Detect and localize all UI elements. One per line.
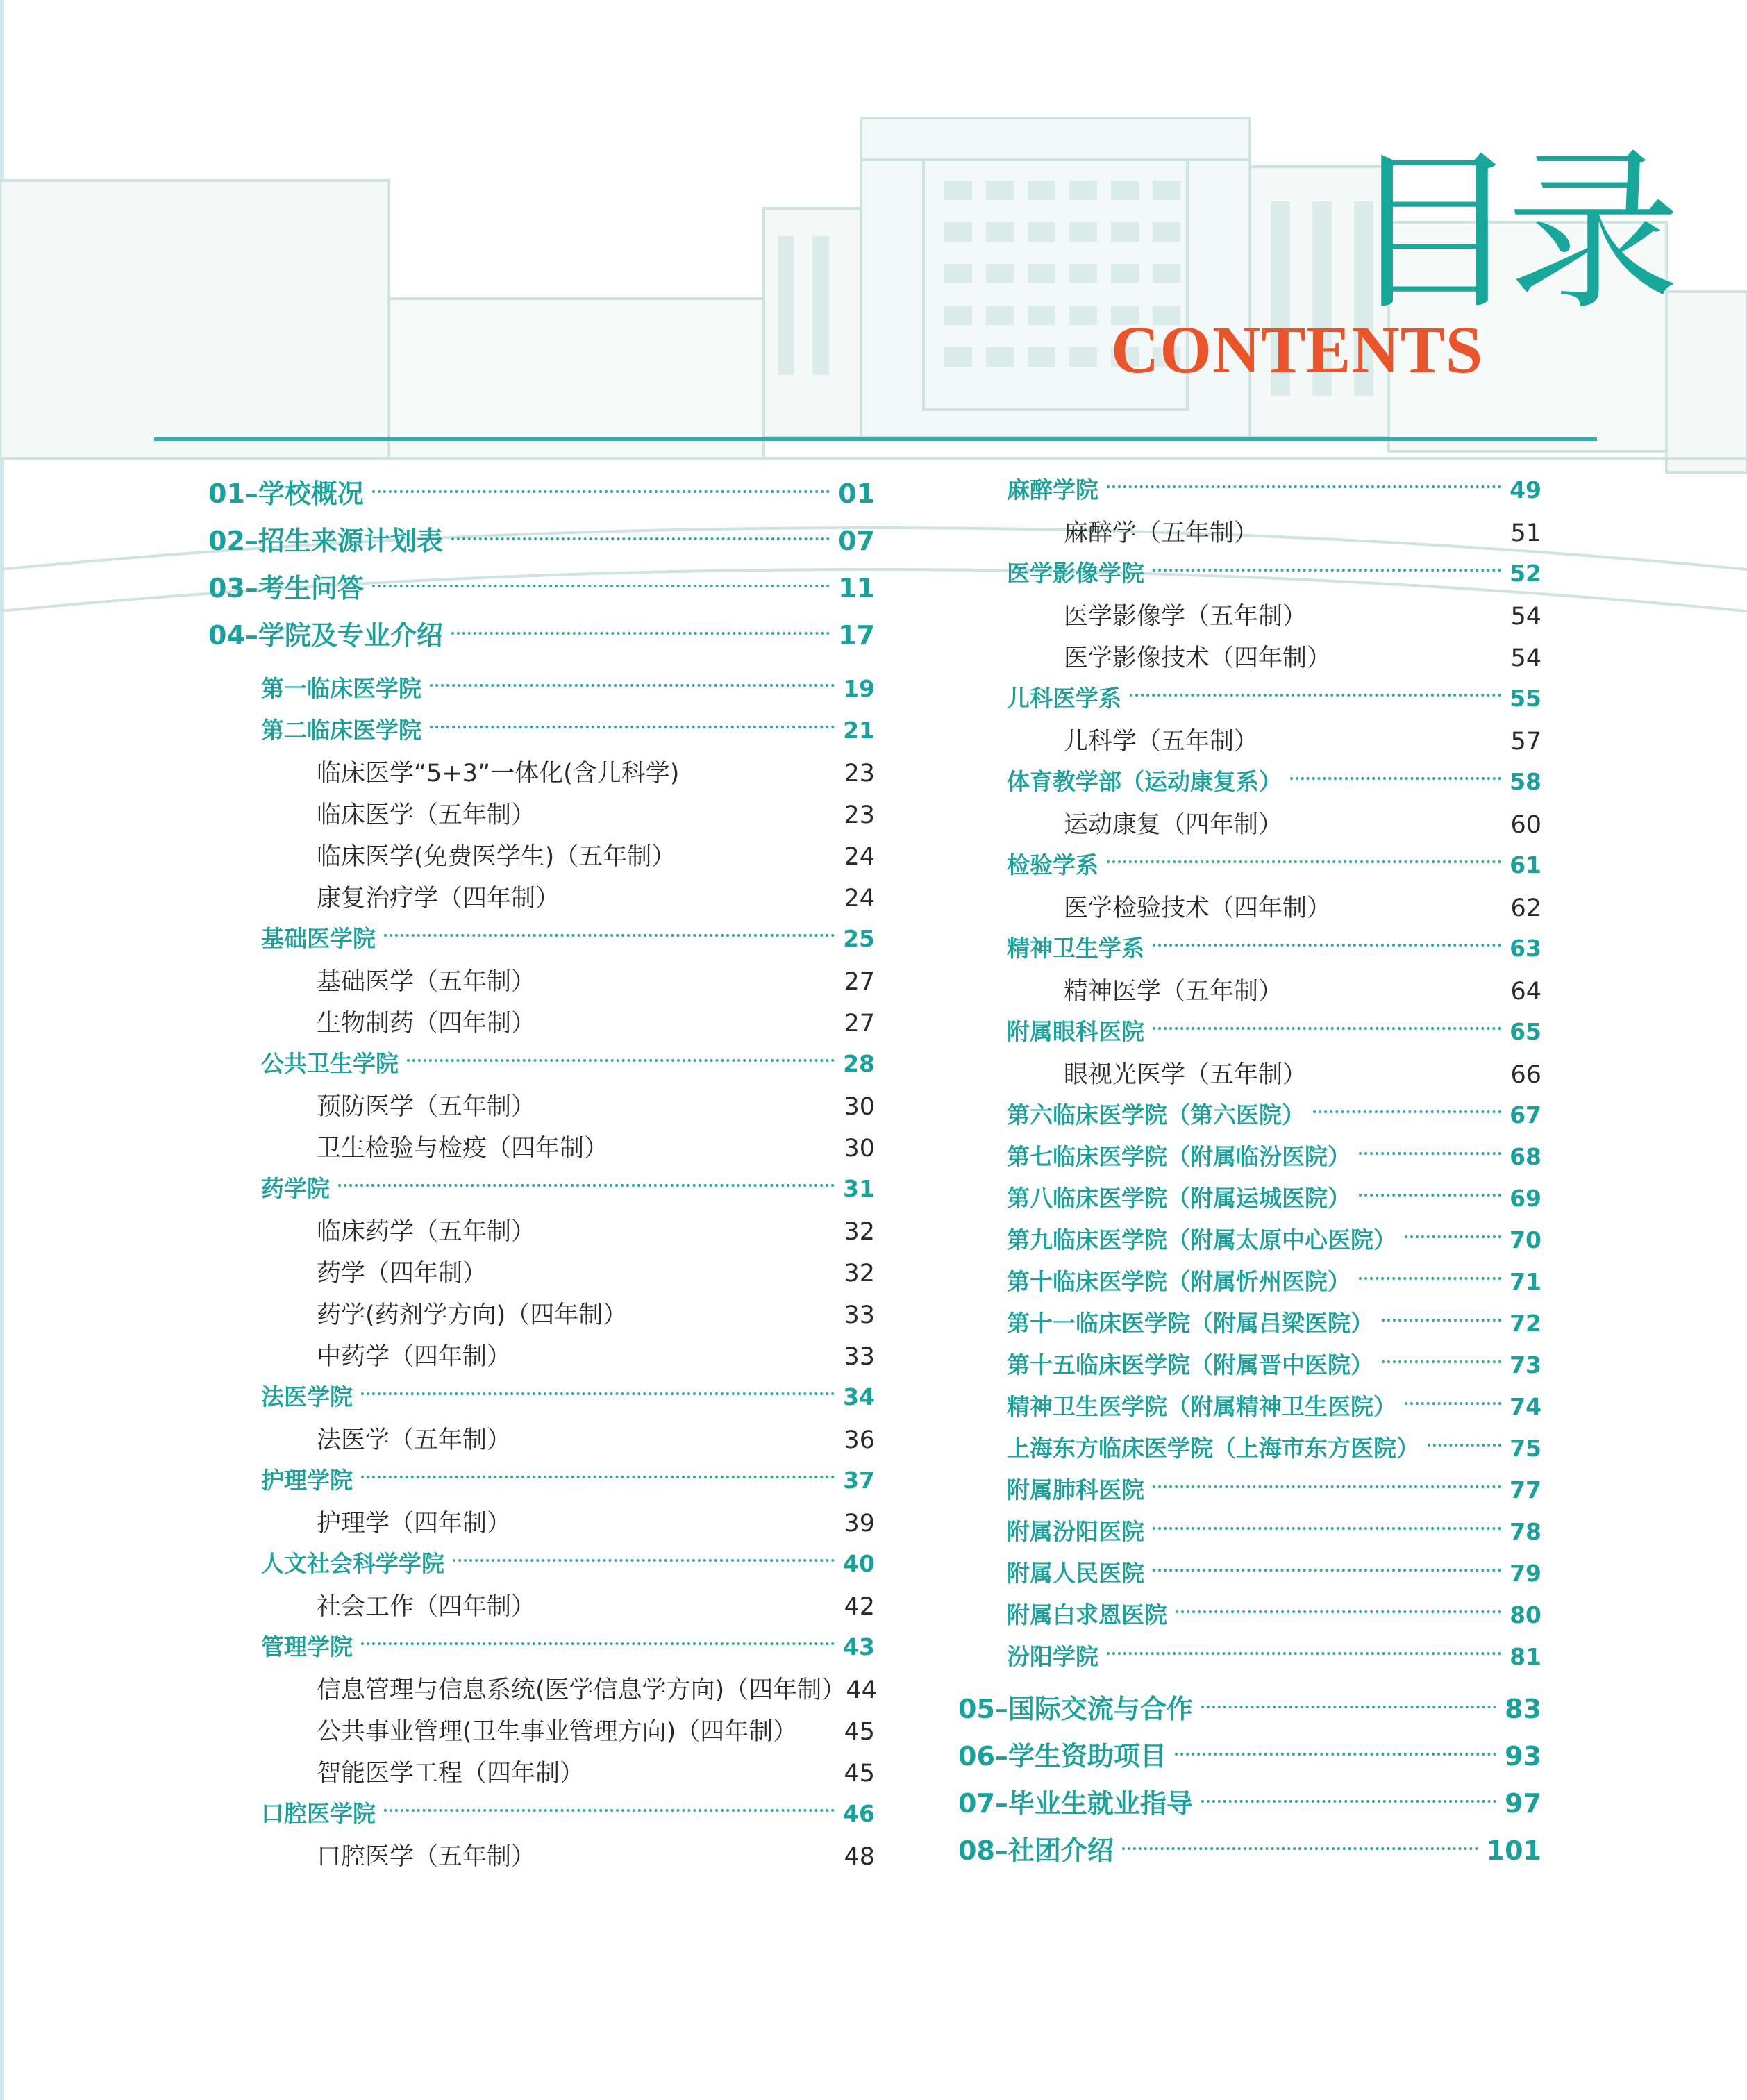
toc-entry-label: 口腔医学（五年制） <box>317 1843 536 1871</box>
header-rule <box>154 438 1597 441</box>
toc-entry-page-number: 75 <box>1510 1435 1541 1462</box>
toc-dot-leader <box>1405 1402 1501 1405</box>
toc-entry[interactable] <box>208 1338 875 1379</box>
toc-entry-label: 智能医学工程（四年制） <box>317 1760 585 1788</box>
toc-dot-leader <box>430 726 835 728</box>
toc-entry-page-number: 73 <box>1510 1351 1541 1378</box>
toc-entry-page-number: 17 <box>838 620 875 651</box>
toc-entry[interactable] <box>208 1421 875 1462</box>
toc-entry[interactable] <box>208 1296 875 1338</box>
toc-dot-leader <box>1153 1569 1501 1572</box>
toc-entry-page-number: 63 <box>1510 935 1541 962</box>
toc-entry[interactable] <box>208 838 875 879</box>
toc-entry-page-number: 54 <box>1510 644 1541 672</box>
toc-entry-page-number: 36 <box>844 1426 875 1454</box>
toc-entry-label: 08–社团介绍 <box>958 1835 1114 1866</box>
toc-entry-label: 护理学（四年制） <box>317 1510 512 1538</box>
toc-entry-page-number: 45 <box>844 1718 875 1746</box>
toc-entry-page-number: 33 <box>844 1301 875 1329</box>
toc-dot-leader <box>1122 1847 1478 1850</box>
toc-dot-leader <box>451 538 830 540</box>
toc-entry-label: 01–学校概况 <box>208 478 364 509</box>
toc-entry[interactable] <box>958 1556 1541 1597</box>
toc-entry[interactable] <box>208 962 875 1004</box>
toc-dot-leader <box>1201 1800 1496 1803</box>
toc-title-english: CONTENTS <box>1111 312 1484 387</box>
toc-entry-page-number: 30 <box>844 1093 875 1121</box>
toc-entry-page-number: 27 <box>844 1010 875 1038</box>
toc-entry[interactable] <box>208 879 875 921</box>
toc-entry[interactable] <box>208 614 875 661</box>
toc-entry-label: 药学院 <box>261 1175 330 1202</box>
toc-entry-label: 公共事业管理(卫生事业管理方向)（四年制） <box>317 1718 798 1746</box>
toc-entry[interactable] <box>208 1504 875 1546</box>
toc-entry-page-number: 66 <box>1510 1061 1541 1089</box>
toc-entry[interactable] <box>958 806 1541 847</box>
toc-entry-label: 医学影像学（五年制） <box>1064 603 1307 631</box>
toc-entry[interactable] <box>208 1088 875 1129</box>
toc-entry[interactable] <box>958 722 1541 764</box>
toc-entry-page-number: 61 <box>1510 851 1541 878</box>
toc-entry[interactable] <box>208 1129 875 1171</box>
toc-entry-label: 生物制药（四年制） <box>317 1010 536 1038</box>
toc-entry-label: 信息管理与信息系统(医学信息学方向)（四年制） <box>317 1676 846 1704</box>
toc-entry-label: 康复治疗学（四年制） <box>317 885 560 912</box>
toc-entry-label: 医学影像技术（四年制） <box>1064 644 1332 672</box>
toc-entry-page-number: 67 <box>1510 1101 1541 1128</box>
toc-entry-page-number: 34 <box>843 1383 875 1410</box>
toc-dot-leader <box>361 1476 835 1478</box>
toc-entry[interactable] <box>958 681 1541 722</box>
toc-entry-page-number: 24 <box>844 885 875 912</box>
toc-dot-leader <box>407 1059 835 1062</box>
toc-entry-label: 第六临床医学院（第六医院） <box>1007 1101 1305 1128</box>
toc-entry[interactable] <box>958 972 1541 1014</box>
toc-entry-label: 第七临床医学院（附属临汾医院） <box>1007 1143 1351 1170</box>
toc-dot-leader <box>372 490 830 493</box>
toc-entry-label: 05–国际交流与合作 <box>958 1694 1193 1724</box>
toc-entry[interactable] <box>958 1829 1541 1876</box>
toc-entry-page-number: 49 <box>1510 476 1541 503</box>
toc-dot-leader <box>1201 1706 1496 1708</box>
toc-entry-label: 卫生检验与检疫（四年制） <box>317 1135 609 1162</box>
toc-entry-label: 精神卫生医学院（附属精神卫生医院） <box>1007 1393 1396 1420</box>
toc-entry-page-number: 62 <box>1510 894 1541 922</box>
toc-entry-page-number: 51 <box>1510 519 1541 547</box>
toc-entry[interactable] <box>958 764 1541 806</box>
toc-entry-label: 临床药学（五年制） <box>317 1218 536 1246</box>
toc-entry-page-number: 23 <box>844 801 875 829</box>
toc-entry[interactable] <box>208 921 875 962</box>
toc-entry-label: 儿科医学系 <box>1007 685 1121 712</box>
toc-entry[interactable] <box>958 1597 1541 1639</box>
toc-entry-label: 上海东方临床医学院（上海市东方医院） <box>1007 1435 1419 1462</box>
toc-entry-label: 07–毕业生就业指导 <box>958 1788 1193 1819</box>
toc-entry-label: 药学(药剂学方向)（四年制） <box>317 1301 628 1329</box>
toc-entry-page-number: 48 <box>844 1843 875 1871</box>
toc-entry[interactable] <box>958 1181 1541 1222</box>
toc-dot-leader <box>1359 1152 1501 1155</box>
toc-entry[interactable] <box>958 1139 1541 1181</box>
toc-dot-leader <box>1107 860 1501 863</box>
toc-entry-page-number: 28 <box>843 1050 875 1077</box>
toc-entry[interactable] <box>208 1671 875 1712</box>
toc-entry[interactable] <box>958 514 1541 556</box>
toc-entry-label: 麻醉学（五年制） <box>1064 519 1259 547</box>
toc-entry[interactable] <box>958 931 1541 972</box>
toc-entry[interactable] <box>958 1056 1541 1097</box>
toc-dot-leader <box>1130 694 1501 697</box>
toc-dot-leader <box>1382 1319 1501 1322</box>
toc-entry-label: 预防医学（五年制） <box>317 1093 536 1121</box>
toc-entry-label: 04–学院及专业介绍 <box>208 620 443 651</box>
toc-entry-page-number: 44 <box>846 1676 877 1704</box>
toc-entry[interactable] <box>208 712 875 754</box>
toc-entry[interactable] <box>958 639 1541 681</box>
toc-entry[interactable] <box>958 1688 1541 1735</box>
toc-title-chinese: 目录 <box>1347 131 1666 333</box>
toc-entry-page-number: 45 <box>844 1760 875 1788</box>
toc-entry-label: 第十五临床医学院（附属晋中医院） <box>1007 1351 1373 1378</box>
toc-entry-label: 附属眼科医院 <box>1007 1018 1144 1045</box>
toc-entry-label: 社会工作（四年制） <box>317 1593 536 1621</box>
toc-entry-page-number: 07 <box>838 526 875 556</box>
toc-entry-page-number: 30 <box>844 1135 875 1162</box>
toc-dot-leader <box>361 1642 835 1645</box>
toc-entry[interactable] <box>208 1171 875 1212</box>
toc-dot-leader <box>372 585 830 588</box>
toc-entry-page-number: 40 <box>843 1550 875 1577</box>
toc-entry[interactable] <box>208 1379 875 1421</box>
toc-entry[interactable] <box>208 754 875 796</box>
toc-entry[interactable] <box>958 597 1541 639</box>
toc-dot-leader <box>384 934 835 937</box>
toc-entry-label: 附属肺科医院 <box>1007 1476 1144 1503</box>
toc-entry-page-number: 37 <box>843 1467 875 1494</box>
toc-entry-page-number: 52 <box>1510 560 1541 587</box>
toc-dot-leader <box>1153 1527 1501 1530</box>
toc-entry[interactable] <box>208 1712 875 1754</box>
toc-entry-label: 汾阳学院 <box>1007 1643 1098 1670</box>
toc-entry-label: 药学（四年制） <box>317 1260 487 1288</box>
toc-entry[interactable] <box>958 472 1541 514</box>
toc-dot-leader <box>361 1392 835 1395</box>
toc-entry-label: 基础医学院 <box>261 925 376 952</box>
toc-entry-page-number: 19 <box>843 675 875 702</box>
toc-entry[interactable] <box>958 847 1541 889</box>
toc-entry-page-number: 65 <box>1510 1018 1541 1045</box>
toc-entry-label: 法医学院 <box>261 1383 353 1410</box>
toc-entry-label: 02–招生来源计划表 <box>208 526 443 556</box>
toc-dot-leader <box>453 1559 835 1562</box>
toc-entry-label: 临床医学“5+3”一体化(含儿科学) <box>317 760 680 788</box>
toc-dot-leader <box>1405 1235 1501 1238</box>
toc-entry[interactable] <box>208 519 875 567</box>
toc-column-right <box>958 472 1541 1876</box>
toc-dot-leader <box>1153 1485 1501 1488</box>
toc-dot-leader <box>1290 777 1501 780</box>
toc-entry-label: 03–考生问答 <box>208 573 364 603</box>
toc-entry-label: 口腔医学院 <box>261 1800 376 1827</box>
toc-entry-page-number: 54 <box>1510 603 1541 631</box>
toc-entry-label: 麻醉学院 <box>1007 476 1098 503</box>
toc-entry-page-number: 31 <box>843 1175 875 1202</box>
toc-dot-leader <box>451 632 830 635</box>
toc-entry-page-number: 97 <box>1505 1788 1541 1819</box>
toc-entry-label: 第十一临床医学院（附属吕梁医院） <box>1007 1310 1373 1337</box>
toc-entry-page-number: 71 <box>1510 1268 1541 1295</box>
toc-dot-leader <box>1107 485 1501 488</box>
toc-entry-label: 临床医学（五年制） <box>317 801 536 829</box>
toc-dot-leader <box>430 684 835 687</box>
toc-entry[interactable] <box>208 1588 875 1629</box>
toc-entry[interactable] <box>208 1629 875 1671</box>
toc-entry-label: 第十临床医学院（附属忻州医院） <box>1007 1268 1351 1295</box>
toc-entry[interactable] <box>208 1796 875 1838</box>
toc-dot-leader <box>1153 944 1501 947</box>
toc-entry[interactable] <box>958 889 1541 931</box>
toc-entry-page-number: 78 <box>1510 1518 1541 1545</box>
toc-column-left <box>208 472 875 1879</box>
toc-entry-page-number: 80 <box>1510 1601 1541 1628</box>
toc-entry-label: 人文社会科学学院 <box>261 1550 444 1577</box>
toc-entry-label: 第二临床医学院 <box>261 717 421 744</box>
toc-entry[interactable] <box>208 472 875 519</box>
toc-dot-leader <box>1428 1444 1501 1447</box>
toc-dot-leader <box>1382 1360 1501 1363</box>
toc-entry[interactable] <box>958 1097 1541 1139</box>
toc-entry-label: 护理学院 <box>261 1467 353 1494</box>
toc-dot-leader <box>384 1809 835 1812</box>
toc-entry[interactable] <box>958 1014 1541 1056</box>
toc-entry-page-number: 70 <box>1510 1226 1541 1253</box>
toc-entry[interactable] <box>958 1306 1541 1347</box>
toc-entry-label: 第九临床医学院（附属太原中心医院） <box>1007 1226 1396 1253</box>
toc-entry[interactable] <box>958 1735 1541 1782</box>
toc-entry-page-number: 60 <box>1510 811 1541 839</box>
toc-entry-label: 管理学院 <box>261 1633 353 1660</box>
toc-entry[interactable] <box>208 1254 875 1296</box>
toc-dot-leader <box>1176 1610 1501 1613</box>
toc-entry-page-number: 101 <box>1486 1835 1541 1866</box>
toc-entry-label: 精神卫生学系 <box>1007 935 1144 962</box>
toc-entry[interactable] <box>208 1046 875 1088</box>
toc-entry-label: 中药学（四年制） <box>317 1343 512 1371</box>
toc-entry-page-number: 93 <box>1505 1741 1541 1772</box>
toc-entry-page-number: 01 <box>838 478 875 509</box>
toc-entry-page-number: 64 <box>1510 978 1541 1006</box>
toc-entry-label: 精神医学（五年制） <box>1064 978 1283 1006</box>
toc-entry-page-number: 74 <box>1510 1393 1541 1420</box>
toc-dot-leader <box>1175 1753 1496 1756</box>
toc-dot-leader <box>1313 1110 1501 1113</box>
toc-entry-label: 检验学系 <box>1007 851 1098 878</box>
toc-entry-page-number: 77 <box>1510 1476 1541 1503</box>
toc-entry-page-number: 27 <box>844 968 875 996</box>
toc-entry[interactable] <box>208 1212 875 1254</box>
toc-entry-label: 体育教学部（运动康复系） <box>1007 768 1282 795</box>
toc-entry-label: 临床医学(免费医学生)（五年制） <box>317 843 676 871</box>
toc-entry-page-number: 55 <box>1510 685 1541 712</box>
toc-entry-label: 附属人民医院 <box>1007 1560 1144 1587</box>
toc-entry-page-number: 24 <box>844 843 875 871</box>
toc-entry-page-number: 32 <box>844 1260 875 1288</box>
toc-entry-label: 附属汾阳医院 <box>1007 1518 1144 1545</box>
toc-entry-page-number: 72 <box>1510 1310 1541 1337</box>
toc-entry-label: 公共卫生学院 <box>261 1050 399 1077</box>
toc-entry-page-number: 57 <box>1510 728 1541 756</box>
toc-entry[interactable] <box>958 1222 1541 1264</box>
toc-entry[interactable] <box>208 1004 875 1046</box>
toc-entry-page-number: 43 <box>843 1633 875 1660</box>
toc-dot-leader <box>338 1184 835 1187</box>
toc-entry[interactable] <box>958 1264 1541 1306</box>
toc-entry-label: 运动康复（四年制） <box>1064 811 1283 839</box>
toc-entry[interactable] <box>958 1782 1541 1829</box>
toc-entry-page-number: 25 <box>843 925 875 952</box>
toc-entry-label: 医学检验技术（四年制） <box>1064 894 1332 922</box>
toc-entry[interactable] <box>208 1462 875 1504</box>
toc-entry-label: 附属白求恩医院 <box>1007 1601 1167 1628</box>
toc-entry[interactable] <box>958 1639 1541 1681</box>
toc-entry[interactable] <box>958 1389 1541 1431</box>
toc-entry-label: 法医学（五年制） <box>317 1426 512 1454</box>
toc-entry-page-number: 58 <box>1510 768 1541 795</box>
toc-entry-label: 第八临床医学院（附属运城医院） <box>1007 1185 1351 1212</box>
toc-entry-label: 第一临床医学院 <box>261 675 421 702</box>
toc-entry[interactable] <box>958 556 1541 597</box>
toc-entry-page-number: 32 <box>844 1218 875 1246</box>
toc-entry-page-number: 21 <box>843 717 875 744</box>
toc-dot-leader <box>1359 1194 1501 1197</box>
toc-dot-leader <box>1107 1652 1501 1655</box>
toc-entry[interactable] <box>958 1347 1541 1389</box>
toc-entry[interactable] <box>958 1472 1541 1514</box>
toc-entry-page-number: 11 <box>838 573 875 603</box>
toc-entry[interactable] <box>208 1838 875 1879</box>
toc-entry-page-number: 79 <box>1510 1560 1541 1587</box>
toc-entry-page-number: 81 <box>1510 1643 1541 1670</box>
toc-entry-label: 眼视光医学（五年制） <box>1064 1061 1307 1089</box>
toc-dot-leader <box>1153 1027 1501 1030</box>
toc-dot-leader <box>1359 1277 1501 1280</box>
toc-dot-leader <box>1153 569 1501 572</box>
toc-entry-label: 医学影像学院 <box>1007 560 1144 587</box>
toc-entry-page-number: 46 <box>843 1800 875 1827</box>
toc-entry-label: 基础医学（五年制） <box>317 968 536 996</box>
toc-entry-page-number: 33 <box>844 1343 875 1371</box>
toc-entry-label: 06–学生资助项目 <box>958 1741 1167 1772</box>
toc-entry[interactable] <box>208 1546 875 1588</box>
toc-entry[interactable] <box>208 567 875 614</box>
toc-entry[interactable] <box>208 671 875 712</box>
toc-entry[interactable] <box>208 796 875 838</box>
toc-entry-page-number: 69 <box>1510 1185 1541 1212</box>
toc-entry-page-number: 39 <box>844 1510 875 1538</box>
toc-entry-page-number: 83 <box>1505 1694 1541 1724</box>
toc-entry[interactable] <box>958 1431 1541 1472</box>
toc-entry[interactable] <box>958 1514 1541 1556</box>
toc-entry-label: 儿科学（五年制） <box>1064 728 1259 756</box>
toc-entry[interactable] <box>208 1754 875 1796</box>
toc-entry-page-number: 23 <box>844 760 875 788</box>
toc-entry-page-number: 68 <box>1510 1143 1541 1170</box>
toc-entry-page-number: 42 <box>844 1593 875 1621</box>
